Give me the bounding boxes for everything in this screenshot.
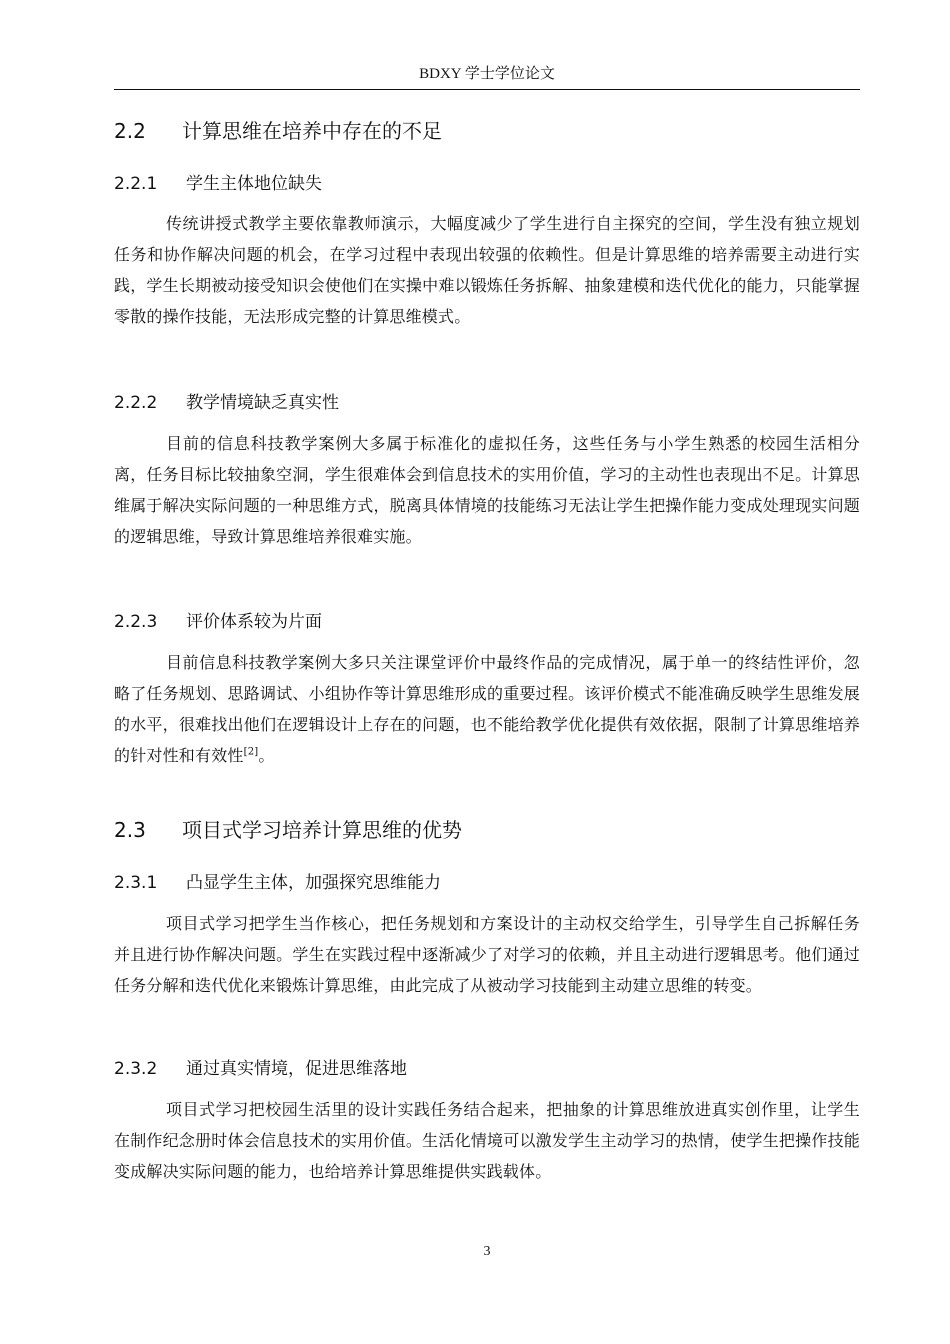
section-number: 2.3 <box>114 818 146 842</box>
page-number: 3 <box>483 1244 491 1259</box>
section-title: 计算思维在培养中存在的不足 <box>182 119 442 143</box>
paragraph-2-3-1: 项目式学习把学生当作核心，把任务规划和方案设计的主动权交给学生，引导学生自己拆解任务并且进行协作解决问题。学生在实践过程中逐渐减少了对学习的依赖，并且主动进行逻辑思考。他们通过任务分解和迭代优化来锻炼计算思维，由此完成了从被动学习技能到主动建立思维的转变。 <box>114 914 860 995</box>
paragraph-2-3-2: 项目式学习把校园生活里的设计实践任务结合起来，把抽象的计算思维放进真实创作里，让学生在制作纪念册时体会信息技术的实用价值。生活化情境可以激发学生主动学习的热情，使学生把操作技能变成解决实际问题的能力，也给培养计算思维提供实践载体。 <box>114 1100 860 1181</box>
subsection-title: 学生主体地位缺失 <box>186 174 322 194</box>
subsection-number: 2.2.3 <box>114 612 158 632</box>
subsection-title: 凸显学生主体，加强探究思维能力 <box>186 873 441 893</box>
subsection-title: 通过真实情境，促进思维落地 <box>186 1059 407 1079</box>
subsection-title: 评价体系较为片面 <box>186 612 322 632</box>
section-heading-2-2 <box>114 117 860 145</box>
paragraph-text: 目前信息科技教学案例大多只关注课堂评价中最终作品的完成情况，属于单一的终结性评价，忽略了任务规划、思路调试、小组协作等计算思维形成的重要过程。该评价模式不能准确反映学生思维发展的水平，很难找出他们在逻辑设计上存在的问题，也不能给教学优化提供有效依据，限制了计算思维培养的针对性和有效性 <box>114 653 860 765</box>
subsection-number: 2.3.1 <box>114 873 158 893</box>
citation-ref: [2] <box>243 746 259 758</box>
running-header: BDXY 学士学位论文 <box>419 66 555 82</box>
section-number: 2.2 <box>114 119 146 143</box>
subsection-heading-2-3-2 <box>114 1057 860 1081</box>
subsection-number: 2.3.2 <box>114 1059 158 1079</box>
paragraph-2-2-2: 目前的信息科技教学案例大多属于标准化的虚拟任务，这些任务与小学生熟悉的校园生活相分离，任务目标比较抽象空洞，学生很难体会到信息技术的实用价值，学习的主动性也表现出不足。计算思维属于解决实际问题的一种思维方式，脱离具体情境的技能练习无法让学生把操作能力变成处理现实问题的逻辑思维，导致计算思维培养很难实施。 <box>114 434 860 546</box>
subsection-heading-2-2-1 <box>114 172 860 196</box>
section-title: 项目式学习培养计算思维的优势 <box>182 818 462 842</box>
subsection-heading-2-2-3 <box>114 610 860 634</box>
subsection-title: 教学情境缺乏真实性 <box>186 393 339 413</box>
section-heading-2-3 <box>114 816 860 844</box>
subsection-number: 2.2.2 <box>114 393 158 413</box>
paragraph-2-2-3 <box>114 632 860 771</box>
subsection-number: 2.2.1 <box>114 174 158 194</box>
subsection-heading-2-2-2 <box>114 391 860 415</box>
header-divider <box>114 89 860 90</box>
subsection-heading-2-3-1 <box>114 871 860 895</box>
paragraph-2-2-1: 传统讲授式教学主要依靠教师演示，大幅度减少了学生进行自主探究的空间，学生没有独立规划任务和协作解决问题的机会，在学习过程中表现出较强的依赖性。但是计算思维的培养需要主动进行实践，学生长期被动接受知识会使他们在实操中难以锻炼任务拆解、抽象建模和迭代优化的能力，只能掌握零散的操作技能，无法形成完整的计算思维模式。 <box>114 214 860 326</box>
paragraph-tail: 。 <box>258 746 275 765</box>
